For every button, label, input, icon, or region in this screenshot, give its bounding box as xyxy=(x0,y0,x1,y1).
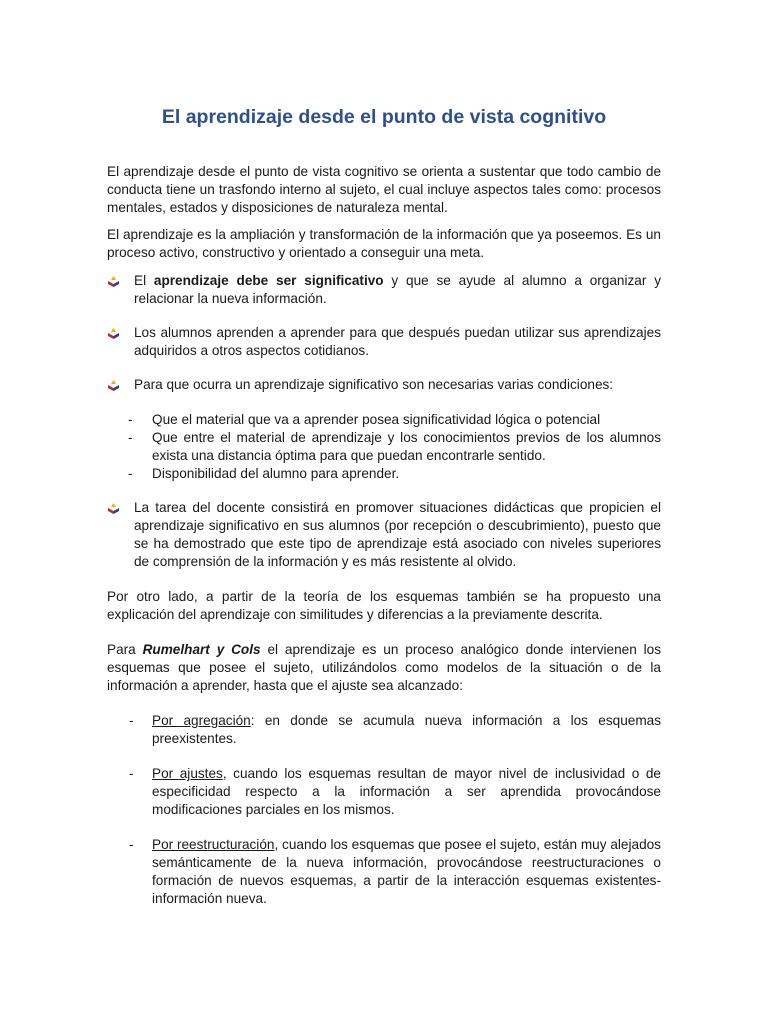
mode-term: Por reestructuración xyxy=(152,837,275,852)
bullet-item-1 xyxy=(107,272,661,308)
mode-term: Por agregación xyxy=(152,713,251,728)
bullet-1-post: y que se ayude al alumno a organizar y relacionar la nueva información. xyxy=(134,273,661,306)
mode-item-2: - Por ajustes, cuando los esquemas resultan de mayor nivel de inclusividad o de especificidad respecto a la información a ser aprendida provocándose modificaciones parciales en los mismos. xyxy=(129,766,661,817)
bullet-3-text: Para que ocurra un aprendizaje significativo son necesarias varias condiciones: xyxy=(134,377,614,392)
bullet-4-text: La tarea del docente consistirá en promover situaciones didácticas que propicien el aprendizaje significativo en sus alumnos (por recepción o descubrimiento), puesto que se ha demostrado que este tipo de aprendizaje está asociado con niveles superiores de comprensión de la información y es más resistente al olvido. xyxy=(134,500,661,569)
paragraph-3: Por otro lado, a partir de la teoría de los esquemas también se ha propuesto una explicación del aprendizaje con similitudes y diferencias a la previamente descrita. xyxy=(107,589,661,622)
mode-item-1: - Por agregación: en donde se acumula nueva información a los esquemas preexistentes. xyxy=(129,713,662,746)
dash-marker: - xyxy=(128,430,133,445)
dash-marker: - xyxy=(128,412,133,427)
conditions-list xyxy=(107,411,661,483)
bullet-item-2 xyxy=(107,324,661,360)
paragraph-4: Para Rumelhart y Cols el aprendizaje es un proceso analógico donde intervienen los esquemas que posee el sujeto, utilizándolos como modelos de la situación o de la información a aprender, hasta que el ajuste sea alcanzado: xyxy=(107,642,661,693)
dash-marker: - xyxy=(129,837,134,852)
page-title: El aprendizaje desde el punto de vista cognitivo xyxy=(161,106,607,128)
mode-term: Por ajustes xyxy=(152,766,223,781)
bullet-arrow-icon xyxy=(108,380,119,391)
dash-marker: - xyxy=(129,713,134,728)
condition-item-1: - Que el material que va a aprender posea significatividad lógica o potencial xyxy=(128,412,601,427)
dash-marker: - xyxy=(128,466,133,481)
condition-item-2: - Que entre el material de aprendizaje y los conocimientos previos de los alumnos exista una distancia óptima para que puedan encontrarle sentido. xyxy=(128,430,661,463)
bullet-1-pre: El xyxy=(134,273,154,288)
paragraph-2: El aprendizaje es la ampliación y transformación de la información que ya poseemos. Es un proceso activo, constructivo y orientado a conseguir una meta. xyxy=(107,227,661,260)
condition-item-3: - Disponibilidad del alumno para aprender. xyxy=(128,466,400,481)
bullet-arrow-icon xyxy=(108,503,119,514)
bullet-item-4 xyxy=(107,499,661,571)
author-name: Rumelhart y Cols xyxy=(142,642,261,657)
modes-list xyxy=(107,712,661,908)
mode-item-3: - Por reestructuración, cuando los esquemas que posee el sujeto, están muy alejados semánticamente de la nueva información, provocándose reestructuraciones o formación de nuevos esquemas, a partir de la interacción esquemas existentes-información nueva. xyxy=(129,837,661,906)
dash-marker: - xyxy=(129,766,134,781)
bullet-item-3 xyxy=(107,376,661,394)
bullet-2-text: Los alumnos aprenden a aprender para que después puedan utilizar sus aprendizajes adquiridos a otros aspectos cotidianos. xyxy=(134,325,661,358)
bullet-arrow-icon xyxy=(108,328,119,339)
paragraph-1: El aprendizaje desde el punto de vista cognitivo se orienta a sustentar que todo cambio de conducta tiene un trasfondo interno al sujeto, el cual incluye aspectos tales como: procesos mentales, estados y disposiciones de naturaleza mental. xyxy=(107,164,661,215)
bullet-1-bold: aprendizaje debe ser significativo xyxy=(153,273,384,288)
bullet-arrow-icon xyxy=(108,276,119,287)
